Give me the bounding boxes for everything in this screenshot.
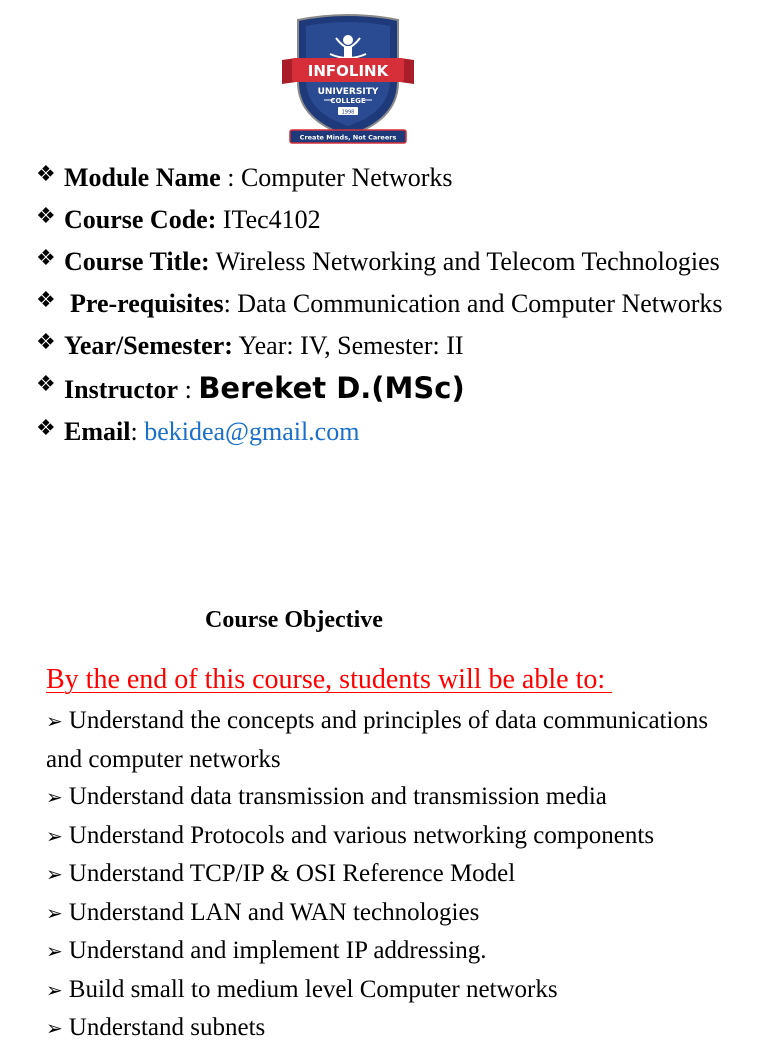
shield-crest-icon (280, 12, 416, 146)
list-item (46, 855, 736, 894)
module-name-row (36, 160, 736, 196)
diamond-bullet-icon: ❖ (36, 330, 56, 355)
arrow-bullet-icon: ➢ (46, 977, 63, 1002)
objective-text: Understand data transmission and transmission media (68, 783, 607, 810)
objective-text: Understand LAN and WAN technologies (68, 898, 480, 926)
email-row (36, 414, 736, 450)
course-info-list (36, 160, 736, 456)
objectives-list (46, 702, 736, 1048)
course-title-label: Course Title: (64, 247, 210, 276)
arrow-bullet-icon: ➢ (46, 862, 63, 886)
course-code-value: ITec4102 (216, 205, 321, 234)
course-objective-heading: Course Objective (205, 607, 383, 633)
logo-college-text: COLLEGE (330, 97, 366, 105)
email-label: Email (64, 417, 131, 446)
course-title-value: Wireless Networking and Telecom Technologies (209, 247, 720, 276)
arrow-bullet-icon: ➢ (46, 785, 63, 809)
list-item (46, 817, 736, 856)
logo-university-text: UNIVERSITY (317, 87, 379, 97)
list-item (46, 971, 736, 1010)
logo-tagline-text: Create Minds, Not Careers (299, 133, 397, 142)
instructor-label: Instructor (64, 375, 179, 404)
module-name-separator: : (220, 163, 241, 192)
prerequisites-label: Pre-requisites (70, 289, 224, 318)
objective-text: Understand and implement IP addressing. (68, 937, 487, 964)
objective-text: Understand the concepts and principles of data communications and computer networks (46, 707, 709, 773)
list-item (46, 1009, 736, 1048)
year-semester-label: Year/Semester: (64, 331, 233, 360)
objective-text: Build small to medium level Computer networks (68, 975, 558, 1003)
instructor-row (36, 370, 736, 408)
module-name-label: Module Name (64, 163, 221, 192)
list-item (46, 894, 736, 933)
prerequisites-value: Data Communication and Computer Networks (230, 289, 723, 318)
list-item (46, 932, 736, 971)
list-item (46, 702, 736, 778)
arrow-bullet-icon: ➢ (46, 900, 63, 925)
objective-text: Understand subnets (68, 1014, 266, 1041)
objective-intro-text: By the end of this course, students will be able to: (46, 664, 613, 695)
list-item (46, 778, 736, 817)
diamond-bullet-icon: ❖ (36, 204, 56, 229)
year-semester-row (36, 328, 736, 364)
prerequisites-row (36, 286, 736, 322)
course-code-row (36, 202, 736, 238)
course-code-label: Course Code: (64, 205, 217, 234)
objective-text: Understand Protocols and various networking components (68, 821, 655, 849)
diamond-bullet-icon: ❖ (36, 372, 56, 397)
year-semester-value: Year: IV, Semester: II (232, 331, 464, 360)
diamond-bullet-icon: ❖ (36, 288, 56, 313)
email-link[interactable]: bekidea@gmail.com (144, 417, 360, 446)
diamond-bullet-icon: ❖ (36, 162, 56, 187)
logo-year-text: 1998 (341, 109, 355, 116)
university-logo (280, 12, 416, 146)
arrow-bullet-icon: ➢ (46, 709, 63, 733)
diamond-bullet-icon: ❖ (36, 416, 56, 441)
diamond-bullet-icon: ❖ (36, 246, 56, 271)
instructor-separator: : (178, 375, 199, 404)
course-title-row (36, 244, 736, 280)
prerequisites-separator: : (223, 289, 231, 318)
arrow-bullet-icon: ➢ (46, 823, 63, 848)
module-name-value: Computer Networks (240, 163, 453, 192)
logo-name-text: INFOLINK (307, 62, 389, 80)
instructor-name: Bereket D.(MSc) (198, 371, 465, 405)
email-separator: : (130, 417, 145, 446)
objective-text: Understand TCP/IP & OSI Reference Model (68, 860, 516, 887)
arrow-bullet-icon: ➢ (46, 939, 63, 963)
arrow-bullet-icon: ➢ (46, 1016, 63, 1040)
